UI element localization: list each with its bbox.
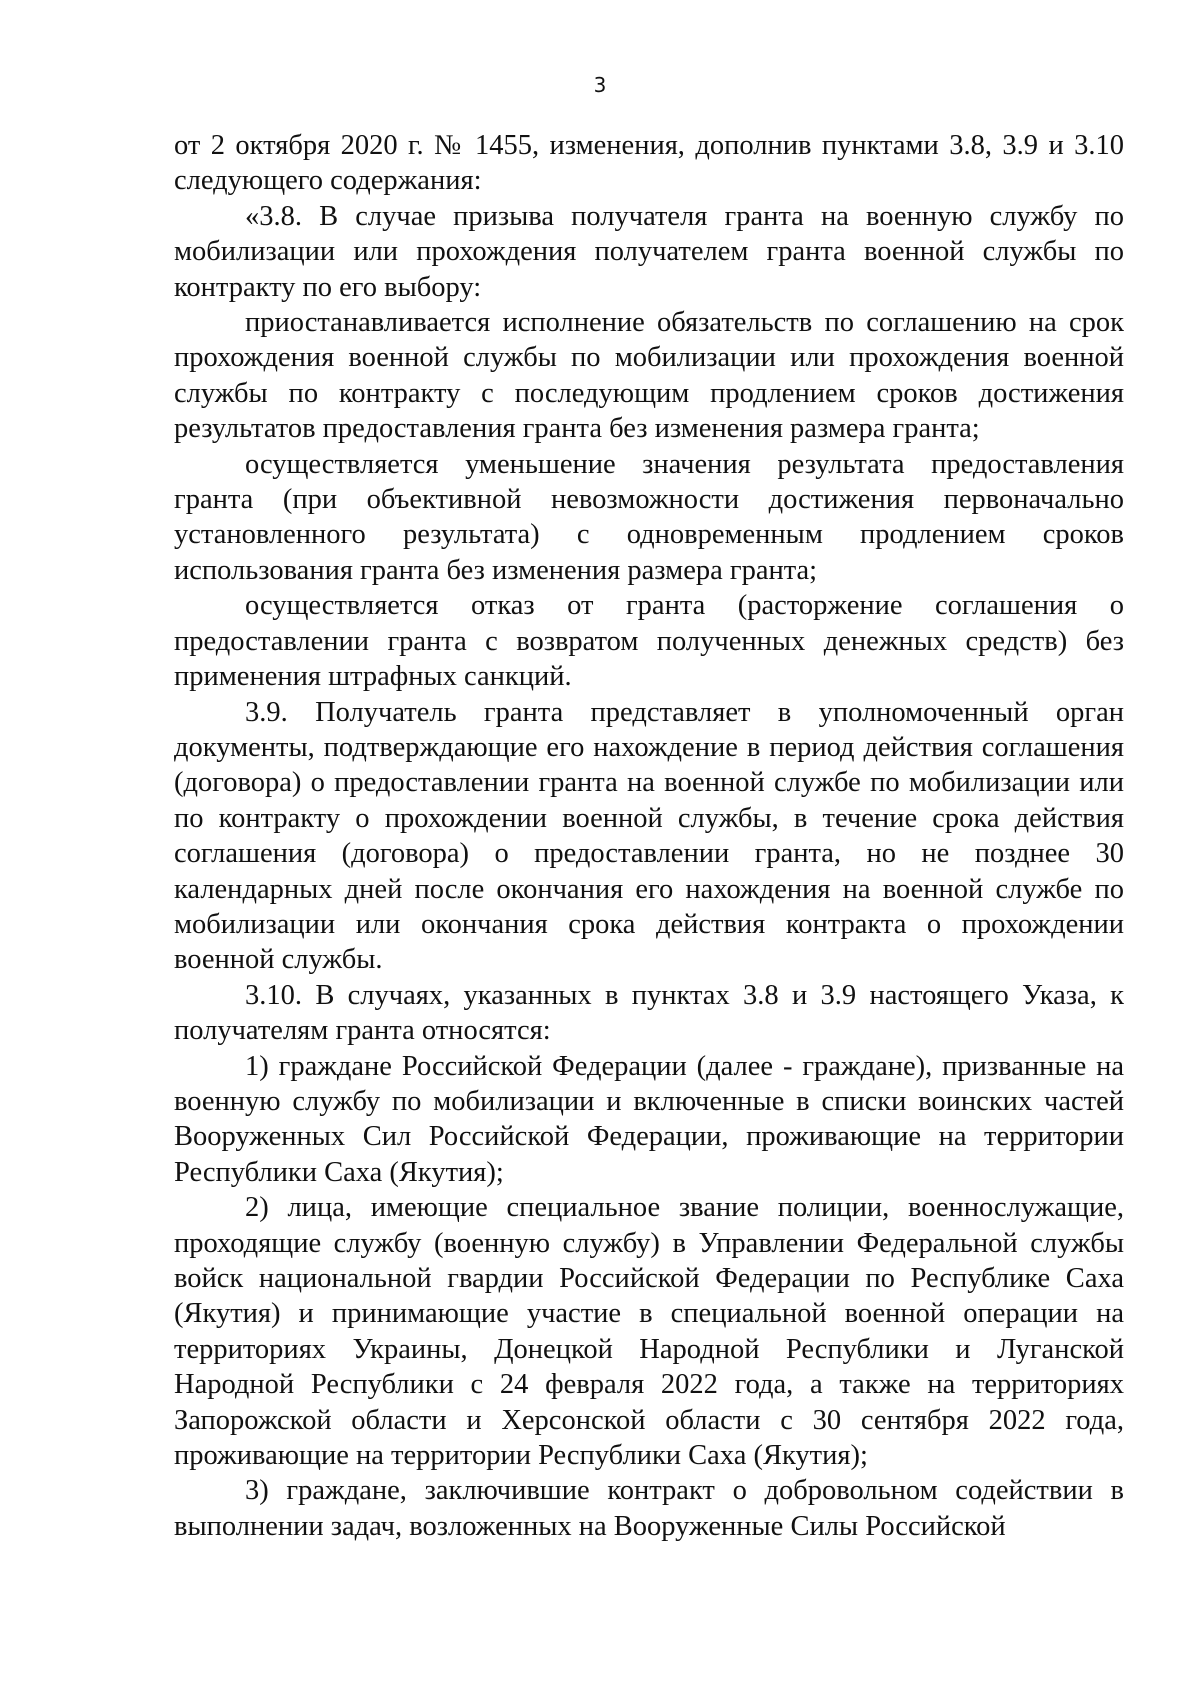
page-number: 3 [593, 73, 607, 97]
paragraph-3-8-item-3: осуществляется отказ от гранта (расторжение соглашения о предоставлении гранта с возвратом полученных денежных средств) без применения штрафных санкций. [174, 590, 1124, 693]
paragraph-3-8-item-1: приостанавливается исполнение обязательств по соглашению на срок прохождения военной службы по мобилизации или прохождения военной службы по контракту с последующим продлением сроков достижения результатов предоставления гранта без изменения размера гранта; [174, 307, 1124, 445]
paragraph-3-10-item-3: 3) граждане, заключившие контракт о добровольном содействии в выполнении задач, возложенных на Вооруженные Силы Российской [174, 1475, 1124, 1542]
document-body [174, 128, 1124, 1544]
paragraph-3-8: «3.8. В случае призыва получателя гранта на военную службу по мобилизации или прохождения получателем гранта военной службы по контракту по его выбору: [174, 200, 1124, 303]
paragraph-3-10-item-2: 2) лица, имеющие специальное звание полиции, военнослужащие, проходящие службу (военную службу) в Управлении Федеральной службы войск национальной гвардии Российской Федерации по Республике Саха (Якутия) и принимающие участие в специальной военной операции на территориях Украины, Донецкой Народной Республики и Луганской Народной Республики с 24 февраля 2022 года, а также на территориях Запорожской области и Херсонской области с 30 сентября 2022 года, проживающие на территории Республики Саха (Якутия); [174, 1192, 1124, 1472]
paragraph-3-8-item-2: осуществляется уменьшение значения результата предоставления гранта (при объективной невозможности достижения первоначально установленного результата) с одновременным продлением сроков использования гранта без изменения размера гранта; [174, 448, 1124, 586]
paragraph-3-10: 3.10. В случаях, указанных в пунктах 3.8 и 3.9 настоящего Указа, к получателям гранта относятся: [174, 979, 1124, 1047]
paragraph-3-10-item-1: 1) граждане Российской Федерации (далее - граждане), призванные на военную службу по мобилизации и включенные в списки воинских частей Вооруженных Сил Российской Федерации, проживающие на территории Республики Саха (Якутия); [174, 1050, 1124, 1188]
paragraph-intro: от 2 октября 2020 г. № 1455, изменения, дополнив пунктами 3.8, 3.9 и 3.10 следующего содержания: [174, 130, 1124, 197]
paragraph-3-9: 3.9. Получатель гранта представляет в уполномоченный орган документы, подтверждающие его нахождение в период действия соглашения (договора) о предоставлении гранта на военной службе по мобилизации или по контракту о прохождении военной службы, в течение срока действия соглашения (договора) о предоставлении гранта, но не позднее 30 календарных дней после окончания его нахождения на военной службе по мобилизации или окончания срока действия контракта о прохождении военной службы. [174, 696, 1124, 976]
